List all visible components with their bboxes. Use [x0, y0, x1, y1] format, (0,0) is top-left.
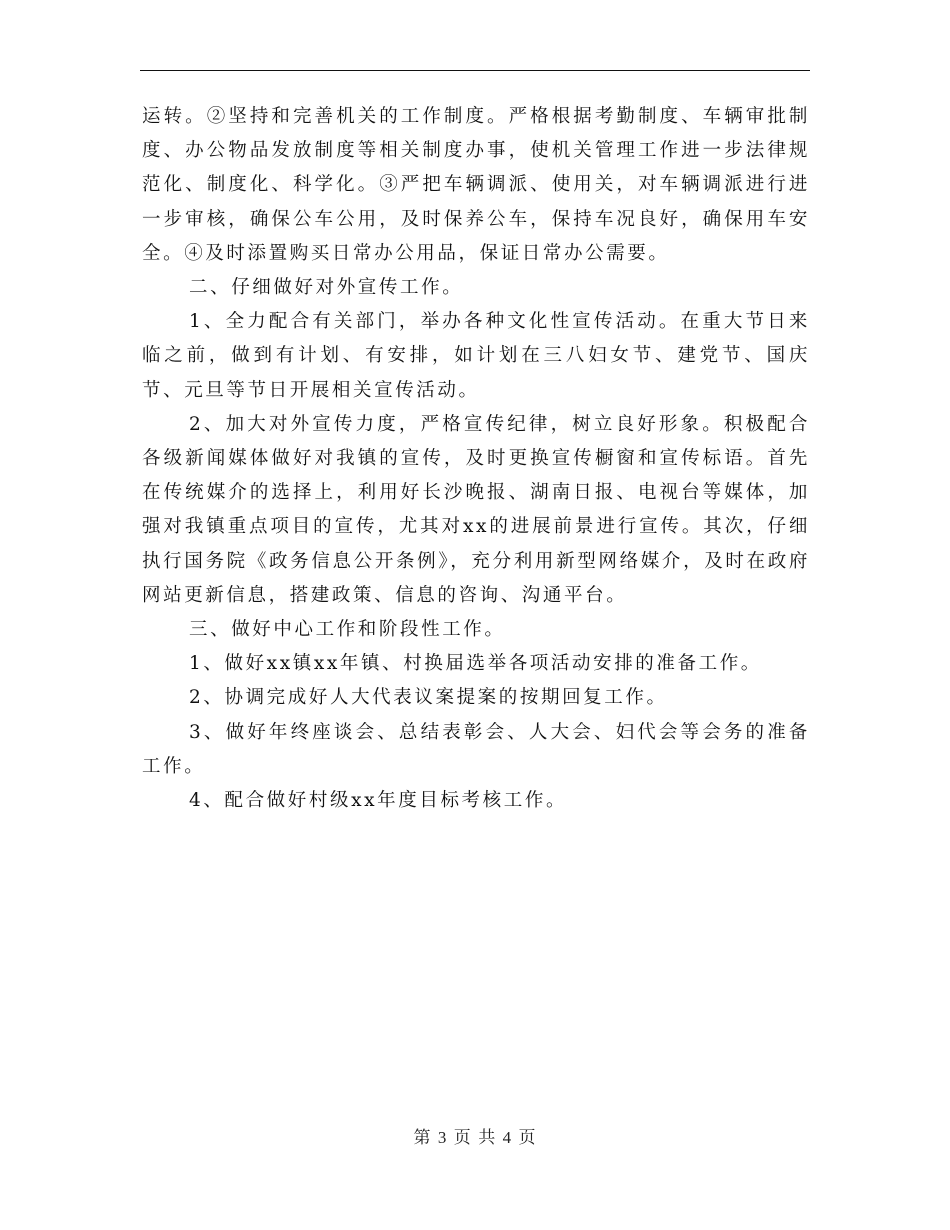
paragraph-item-3-1: 1、做好xx镇xx年镇、村换届选举各项活动安排的准备工作。	[189, 653, 762, 675]
paragraph-item-2-2: 2、加大对外宣传力度，严格宣传纪律，树立良好形象。积极配合各级新闻媒体做好对我镇的宣传，及时更换宣传橱窗和宣传标语。首先在传统媒介的选择上，利用好长沙晚报、湖南日报、电视台等媒体，加强对我镇重点项目的宣传，尤其对xx的进展前景进行宣传。其次，仔细执行国务院《政务信息公开条例》，充分利用新型网络媒介，及时在政府网站更新信息，搭建政策、信息的咨询、沟通平台。	[142, 413, 810, 606]
paragraph-item-3-4: 4、配合做好村级xx年度目标考核工作。	[189, 790, 568, 812]
paragraph-item-2-1: 1、全力配合有关部门，举办各种文化性宣传活动。在重大节日来临之前，做到有计划、有安排，如计划在三八妇女节、建党节、国庆节、元旦等节日开展相关宣传活动。	[142, 311, 810, 401]
page-footer	[0, 1126, 950, 1150]
paragraph-item-3-3: 3、做好年终座谈会、总结表彰会、人大会、妇代会等会务的准备工作。	[142, 721, 810, 777]
section-heading-3: 三、做好中心工作和阶段性工作。	[189, 619, 506, 641]
footer-mid: 页 共	[453, 1128, 497, 1148]
footer-suffix: 页	[518, 1128, 537, 1148]
section-heading-2: 二、仔细做好对外宣传工作。	[189, 277, 464, 299]
page-number-total: 4	[502, 1128, 513, 1147]
header-rule	[140, 70, 810, 71]
document-body	[142, 100, 810, 818]
paragraph-continuation: 运转。②坚持和完善机关的工作制度。严格根据考勤制度、车辆审批制度、办公物品发放制度等相关制度办事，使机关管理工作进一步法律规范化、制度化、科学化。③严把车辆调派、使用关，对车辆调派进行进一步审核，确保公车公用，及时保养公车，保持车况良好，确保用车安全。④及时添置购买日常办公用品，保证日常办公需要。	[142, 106, 810, 264]
page-number-current: 3	[437, 1128, 448, 1147]
footer-prefix: 第	[413, 1128, 432, 1148]
paragraph-item-3-2: 2、协调完成好人大代表议案提案的按期回复工作。	[189, 687, 668, 709]
